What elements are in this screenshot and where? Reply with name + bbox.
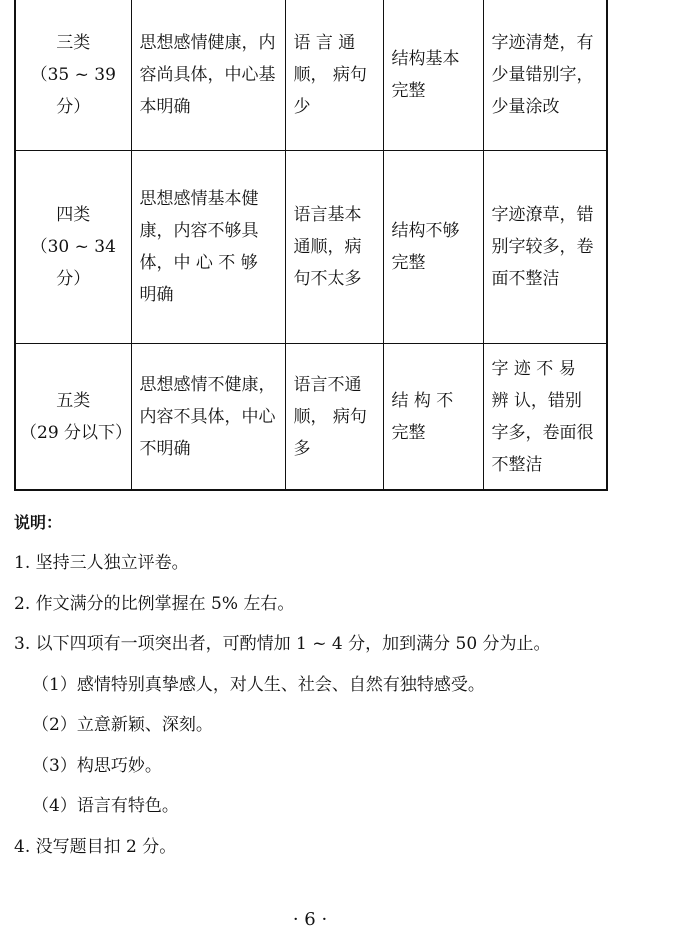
table-row-grade-5 [15,344,607,491]
handwriting-cell: 字 迹 不 易 辨 认，错别字多，卷面很不整洁 [483,344,607,491]
category-name: 五类 [56,390,91,411]
category-range: （35 ~ 39 分） [30,65,116,117]
note-subitem: （2）立意新颖、深刻。 [32,715,213,735]
structure-cell: 结构不够完整 [383,151,483,344]
category-cell [15,0,131,151]
language-cell: 语 言 通 顺， 病句少 [285,0,383,151]
category-range: （29 分以下） [20,422,133,443]
handwriting-cell: 字迹潦草，错别字较多，卷面不整洁 [483,151,607,344]
notes-title: 说明： [14,513,63,532]
category-name: 四类 [56,205,91,225]
structure-cell: 结 构 不 完整 [383,344,483,491]
language-cell: 语言不通顺， 病句多 [285,344,383,491]
note-item: 3. 以下四项有一项突出者，可酌情加 1 ~ 4 分，加到满分 50 分为止。 [14,634,551,654]
table-row-grade-4 [15,151,607,344]
note-subitem: （3）构思巧妙。 [32,755,162,776]
category-cell [15,344,131,491]
note-item: 4. 没写题目扣 2 分。 [14,836,177,857]
grading-table [14,0,608,491]
content-cell: 思想感情不健康，内容不具体，中心不明确 [131,344,285,491]
category-range: （30 ~ 34 分） [30,237,116,289]
note-item: 1. 坚持三人独立评卷。 [14,553,189,573]
language-cell: 语言基本通顺，病句不太多 [285,151,383,344]
category-name: 三类 [56,33,91,53]
page-number: · 6 · [292,909,328,930]
notes-section [14,508,664,872]
table-row-grade-3 [15,0,607,151]
structure-cell: 结构基本完整 [383,0,483,151]
category-cell [15,151,131,344]
note-subitem: （1）感情特别真挚感人，对人生、社会、自然有独特感受。 [32,674,485,695]
handwriting-cell: 字迹清楚，有少量错别字，少量涂改 [483,0,607,151]
content-cell: 思想感情基本健康，内容不够具体，中 心 不 够 明确 [131,151,285,344]
note-subitem: （4）语言有特色。 [32,796,179,816]
content-cell: 思想感情健康，内容尚具体，中心基本明确 [131,0,285,151]
note-item: 2. 作文满分的比例掌握在 5% 左右。 [14,593,295,614]
